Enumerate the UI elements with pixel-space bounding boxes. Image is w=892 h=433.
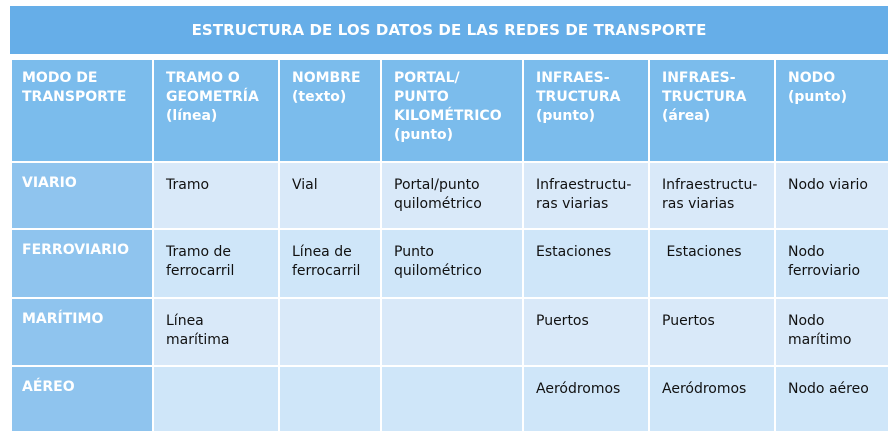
cell-line: Puertos: [662, 313, 715, 329]
cell-line: Aeródromos: [536, 381, 621, 397]
cell-line: Nodo aéreo: [788, 381, 869, 397]
table-cell: [381, 229, 523, 298]
cell-line: marítima: [166, 332, 230, 348]
col-header-line: (punto): [788, 89, 848, 105]
col-header-line: TRUCTURA: [536, 89, 621, 105]
table-cell-empty: [279, 298, 381, 366]
col-header-infra-area: [649, 59, 775, 162]
col-header-line: INFRAES-: [536, 70, 610, 86]
col-header-line: KILOMÉTRICO: [394, 108, 502, 124]
col-header-line: (punto): [394, 127, 454, 143]
cell-line: ras viarias: [536, 196, 609, 212]
col-header-line: (texto): [292, 89, 347, 105]
table-cell: [279, 229, 381, 298]
table-row: [11, 366, 889, 432]
cell-line: Punto: [394, 244, 434, 260]
row-header-viario: VIARIO: [11, 162, 153, 229]
row-header-aereo: AÉREO: [11, 366, 153, 432]
cell-line: ras viarias: [662, 196, 735, 212]
cell-line: marítimo: [788, 332, 852, 348]
table-cell: [775, 298, 889, 366]
header-row: [11, 59, 889, 162]
col-header-line: NODO: [788, 70, 836, 86]
col-header-portal: [381, 59, 523, 162]
cell-line: Portal/punto: [394, 177, 480, 193]
cell-line: Nodo: [788, 244, 825, 260]
col-header-infra-punto: [523, 59, 649, 162]
cell-line: ferrocarril: [292, 263, 361, 279]
row-header-ferroviario: FERROVIARIO: [11, 229, 153, 298]
cell-line: Estaciones: [662, 244, 742, 260]
table-cell: [153, 229, 279, 298]
cell-line: Estaciones: [536, 244, 612, 260]
cell-line: quilométrico: [394, 196, 482, 212]
cell-line: ferrocarril: [166, 263, 235, 279]
col-header-line: PORTAL/: [394, 70, 460, 86]
col-header-line: NOMBRE: [292, 70, 361, 86]
table-cell: [649, 229, 775, 298]
col-header-line: INFRAES-: [662, 70, 736, 86]
cell-line: quilométrico: [394, 263, 482, 279]
table-title: ESTRUCTURA DE LOS DATOS DE LAS REDES DE TRANSPORTE: [10, 6, 888, 56]
transport-data-table: [10, 6, 888, 429]
table-cell: [279, 162, 381, 229]
cell-line: Línea de: [292, 244, 352, 260]
cell-line: Tramo de: [166, 244, 231, 260]
col-header-line: (línea): [166, 108, 218, 124]
col-header-line: TRANSPORTE: [22, 89, 127, 105]
table-cell-empty: [279, 366, 381, 432]
cell-line: Línea: [166, 313, 204, 329]
table-cell: [775, 162, 889, 229]
table-cell: [775, 366, 889, 432]
col-header-modo: [11, 59, 153, 162]
data-grid: [10, 58, 890, 433]
table-cell: [649, 162, 775, 229]
col-header-line: PUNTO: [394, 89, 449, 105]
table-cell: [649, 298, 775, 366]
table-row: [11, 229, 889, 298]
table-row: [11, 162, 889, 229]
col-header-line: TRUCTURA: [662, 89, 747, 105]
table-cell: [523, 162, 649, 229]
table-cell-empty: [153, 366, 279, 432]
table-cell: [153, 162, 279, 229]
col-header-tramo: [153, 59, 279, 162]
col-header-line: GEOMETRÍA: [166, 89, 259, 105]
table-cell: [523, 229, 649, 298]
table-cell: [775, 229, 889, 298]
table-cell: [523, 298, 649, 366]
cell-line: Aeródromos: [662, 381, 747, 397]
cell-line: Infraestructu-: [536, 177, 632, 193]
cell-line: Vial: [292, 177, 318, 193]
table-cell: [153, 298, 279, 366]
row-header-maritimo: MARÍTIMO: [11, 298, 153, 366]
col-header-line: TRAMO O: [166, 70, 240, 86]
col-header-line: (punto): [536, 108, 596, 124]
cell-line: Tramo: [166, 177, 210, 193]
col-header-nombre: [279, 59, 381, 162]
cell-line: Infraestructu-: [662, 177, 758, 193]
cell-line: ferroviario: [788, 263, 861, 279]
cell-line: Nodo: [788, 313, 825, 329]
col-header-line: MODO DE: [22, 70, 98, 86]
cell-line: Puertos: [536, 313, 589, 329]
table-cell-empty: [381, 298, 523, 366]
table-row: [11, 298, 889, 366]
table-cell: [523, 366, 649, 432]
col-header-nodo: [775, 59, 889, 162]
table-cell: [381, 162, 523, 229]
table-cell-empty: [381, 366, 523, 432]
col-header-line: (área): [662, 108, 711, 124]
table-cell: [649, 366, 775, 432]
cell-line: Nodo viario: [788, 177, 868, 193]
